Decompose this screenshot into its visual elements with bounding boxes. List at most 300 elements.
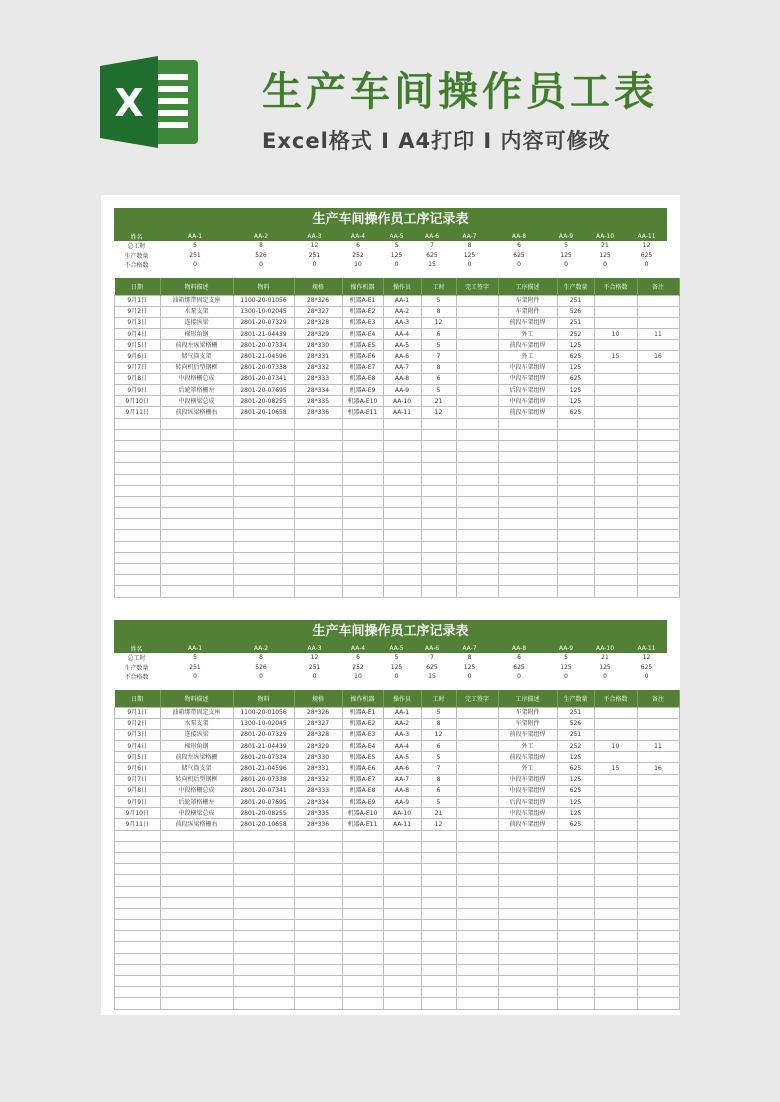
summary-cell[interactable]: 7: [430, 654, 434, 662]
table-cell[interactable]: [637, 418, 679, 429]
table-cell[interactable]: [594, 575, 637, 586]
table-cell[interactable]: AA-1: [383, 295, 421, 306]
table-cell[interactable]: [594, 953, 637, 964]
table-cell[interactable]: [342, 575, 383, 586]
table-cell[interactable]: [594, 317, 637, 328]
summary-cell[interactable]: 12: [310, 242, 319, 250]
table-cell[interactable]: 中段横梁总成: [160, 396, 233, 407]
table-cell[interactable]: [456, 774, 498, 785]
table-cell[interactable]: [594, 564, 637, 575]
table-cell[interactable]: [233, 519, 294, 530]
table-cell[interactable]: 28*328: [294, 729, 342, 740]
table-cell[interactable]: 2801-21-04439: [233, 329, 294, 340]
table-cell[interactable]: 2801-20-07341: [233, 373, 294, 384]
summary-cell[interactable]: 0: [394, 261, 399, 269]
table-cell[interactable]: [115, 987, 161, 998]
table-cell[interactable]: [342, 976, 383, 987]
table-cell[interactable]: [421, 897, 456, 908]
table-cell[interactable]: 机器A-E8: [342, 373, 383, 384]
table-cell[interactable]: [498, 841, 557, 852]
table-cell[interactable]: [594, 707, 637, 718]
table-cell[interactable]: [233, 485, 294, 496]
table-cell[interactable]: [233, 474, 294, 485]
table-cell[interactable]: [594, 362, 637, 373]
table-cell[interactable]: [594, 819, 637, 830]
table-cell[interactable]: [115, 418, 161, 429]
summary-cell[interactable]: 不合格数: [124, 674, 149, 682]
table-cell[interactable]: [637, 317, 679, 328]
table-cell[interactable]: [342, 552, 383, 563]
table-cell[interactable]: [637, 852, 679, 863]
summary-cell[interactable]: 125: [463, 663, 476, 671]
table-cell[interactable]: 28*327: [294, 718, 342, 729]
summary-cell[interactable]: 21: [601, 654, 609, 662]
table-cell[interactable]: 28*336: [294, 407, 342, 418]
table-cell[interactable]: 2801-20-07334: [233, 752, 294, 763]
table-cell[interactable]: [557, 440, 594, 451]
table-cell[interactable]: [294, 830, 342, 841]
table-cell[interactable]: [498, 875, 557, 886]
table-cell[interactable]: [637, 942, 679, 953]
table-cell[interactable]: [233, 586, 294, 597]
table-cell[interactable]: [383, 530, 421, 541]
table-cell[interactable]: 12: [421, 317, 456, 328]
summary-cell[interactable]: 0: [259, 261, 263, 269]
table-cell[interactable]: AA-6: [383, 763, 421, 774]
table-cell[interactable]: [233, 852, 294, 863]
table-cell[interactable]: [594, 718, 637, 729]
table-cell[interactable]: [594, 586, 637, 597]
table-cell[interactable]: [342, 485, 383, 496]
summary-cell[interactable]: 6: [356, 242, 360, 250]
table-cell[interactable]: [421, 953, 456, 964]
table-cell[interactable]: [637, 485, 679, 496]
table-cell[interactable]: AA-8: [383, 785, 421, 796]
table-cell[interactable]: [342, 920, 383, 931]
table-cell[interactable]: [456, 763, 498, 774]
table-cell[interactable]: [383, 864, 421, 875]
table-cell[interactable]: AA-9: [383, 385, 421, 396]
table-cell[interactable]: [456, 931, 498, 942]
table-cell[interactable]: [233, 530, 294, 541]
table-cell[interactable]: [557, 920, 594, 931]
table-cell[interactable]: [160, 976, 233, 987]
table-cell[interactable]: [498, 485, 557, 496]
table-cell[interactable]: 中段车架组焊: [498, 373, 557, 384]
summary-cell[interactable]: 625: [640, 251, 653, 259]
table-cell[interactable]: 5: [421, 707, 456, 718]
table-cell[interactable]: [456, 729, 498, 740]
table-cell[interactable]: [456, 452, 498, 463]
table-cell[interactable]: [342, 987, 383, 998]
table-cell[interactable]: AA-9: [383, 797, 421, 808]
table-cell[interactable]: [115, 864, 161, 875]
table-cell[interactable]: 2801-20-08255: [233, 808, 294, 819]
summary-cell[interactable]: 0: [603, 673, 607, 681]
table-cell[interactable]: [637, 440, 679, 451]
table-cell[interactable]: [498, 463, 557, 474]
table-cell[interactable]: [637, 875, 679, 886]
table-cell[interactable]: 车架附件: [498, 306, 557, 317]
table-cell[interactable]: [456, 575, 498, 586]
table-cell[interactable]: [115, 564, 161, 575]
table-cell[interactable]: AA-7: [383, 774, 421, 785]
table-cell[interactable]: [383, 875, 421, 886]
table-cell[interactable]: [498, 440, 557, 451]
table-cell[interactable]: [294, 920, 342, 931]
table-cell[interactable]: 251: [557, 729, 594, 740]
table-cell[interactable]: [594, 920, 637, 931]
summary-cell[interactable]: 8: [467, 654, 472, 662]
table-cell[interactable]: 2801-20-07695: [233, 385, 294, 396]
summary-cell[interactable]: 0: [564, 673, 568, 681]
table-cell[interactable]: 机器A-E3: [342, 729, 383, 740]
table-cell[interactable]: [637, 819, 679, 830]
table-cell[interactable]: [456, 998, 498, 1009]
table-cell[interactable]: [383, 908, 421, 919]
table-cell[interactable]: 28*332: [294, 774, 342, 785]
table-cell[interactable]: [383, 920, 421, 931]
table-cell[interactable]: [594, 976, 637, 987]
table-cell[interactable]: 8: [421, 718, 456, 729]
table-cell[interactable]: [456, 864, 498, 875]
table-cell[interactable]: 9月10日: [115, 808, 161, 819]
table-cell[interactable]: 9月6日: [115, 351, 161, 362]
table-cell[interactable]: [294, 987, 342, 998]
table-cell[interactable]: [557, 508, 594, 519]
table-cell[interactable]: 28*326: [294, 707, 342, 718]
table-cell[interactable]: [115, 852, 161, 863]
table-cell[interactable]: [456, 953, 498, 964]
summary-cell[interactable]: 15: [428, 261, 436, 269]
table-cell[interactable]: AA-3: [383, 317, 421, 328]
summary-cell[interactable]: 125: [560, 251, 572, 259]
table-cell[interactable]: 后轮罩格栅左: [160, 385, 233, 396]
table-cell[interactable]: AA-10: [383, 396, 421, 407]
table-cell[interactable]: AA-11: [383, 407, 421, 418]
table-cell[interactable]: 28*330: [294, 340, 342, 351]
summary-cell[interactable]: 12: [310, 654, 319, 662]
table-cell[interactable]: [233, 452, 294, 463]
table-cell[interactable]: 5: [421, 295, 456, 306]
table-cell[interactable]: 2801-20-10658: [233, 819, 294, 830]
summary-cell[interactable]: 125: [599, 251, 611, 259]
table-cell[interactable]: [637, 340, 679, 351]
table-cell[interactable]: 5: [421, 797, 456, 808]
table-cell[interactable]: [421, 586, 456, 597]
table-cell[interactable]: [233, 541, 294, 552]
table-cell[interactable]: 625: [557, 407, 594, 418]
table-cell[interactable]: [383, 942, 421, 953]
table-cell[interactable]: 9月5日: [115, 752, 161, 763]
table-cell[interactable]: [160, 429, 233, 440]
table-cell[interactable]: [456, 485, 498, 496]
table-cell[interactable]: 水泵支架: [160, 306, 233, 317]
table-cell[interactable]: [557, 452, 594, 463]
summary-cell[interactable]: 8: [259, 654, 263, 662]
table-cell[interactable]: 机器A-E11: [342, 407, 383, 418]
summary-cell[interactable]: 8: [259, 242, 263, 250]
summary-cell[interactable]: 6: [517, 242, 521, 250]
table-cell[interactable]: 28*334: [294, 797, 342, 808]
table-cell[interactable]: [421, 987, 456, 998]
summary-cell[interactable]: 5: [394, 654, 399, 662]
table-cell[interactable]: [594, 496, 637, 507]
table-cell[interactable]: [383, 886, 421, 897]
table-cell[interactable]: [160, 530, 233, 541]
table-cell[interactable]: [294, 541, 342, 552]
table-cell[interactable]: [594, 463, 637, 474]
table-cell[interactable]: [557, 852, 594, 863]
table-cell[interactable]: [233, 440, 294, 451]
table-cell[interactable]: 梯形角钢: [160, 329, 233, 340]
table-cell[interactable]: 1100-20-01056: [233, 707, 294, 718]
table-cell[interactable]: 前段纵梁格栅右: [160, 819, 233, 830]
table-cell[interactable]: [115, 841, 161, 852]
table-cell[interactable]: [115, 586, 161, 597]
table-cell[interactable]: [294, 908, 342, 919]
table-cell[interactable]: 10: [594, 741, 637, 752]
summary-cell[interactable]: 0: [517, 673, 521, 681]
table-cell[interactable]: [383, 998, 421, 1009]
table-cell[interactable]: [342, 541, 383, 552]
table-cell[interactable]: 125: [557, 752, 594, 763]
table-cell[interactable]: [383, 485, 421, 496]
table-cell[interactable]: 前段纵梁格栅右: [160, 407, 233, 418]
table-cell[interactable]: [160, 575, 233, 586]
table-cell[interactable]: [294, 429, 342, 440]
summary-cell[interactable]: 6: [356, 654, 360, 662]
table-cell[interactable]: 625: [557, 819, 594, 830]
table-cell[interactable]: [421, 841, 456, 852]
table-cell[interactable]: [294, 864, 342, 875]
table-cell[interactable]: 28*329: [294, 329, 342, 340]
table-cell[interactable]: 526: [557, 718, 594, 729]
table-cell[interactable]: [383, 508, 421, 519]
table-cell[interactable]: [233, 875, 294, 886]
table-cell[interactable]: [594, 785, 637, 796]
table-cell[interactable]: [456, 987, 498, 998]
table-cell[interactable]: [456, 463, 498, 474]
table-cell[interactable]: [421, 440, 456, 451]
table-cell[interactable]: [637, 785, 679, 796]
table-cell[interactable]: [294, 474, 342, 485]
table-cell[interactable]: [294, 418, 342, 429]
table-cell[interactable]: [294, 886, 342, 897]
table-cell[interactable]: [456, 564, 498, 575]
table-cell[interactable]: [115, 463, 161, 474]
table-cell[interactable]: [160, 463, 233, 474]
table-cell[interactable]: 机器A-E4: [342, 741, 383, 752]
table-cell[interactable]: [637, 519, 679, 530]
table-cell[interactable]: [421, 908, 456, 919]
table-cell[interactable]: 125: [557, 385, 594, 396]
table-cell[interactable]: [115, 519, 161, 530]
table-cell[interactable]: [456, 797, 498, 808]
table-cell[interactable]: 储气筒支架: [160, 763, 233, 774]
table-cell[interactable]: 15: [594, 351, 637, 362]
table-cell[interactable]: 6: [421, 329, 456, 340]
table-cell[interactable]: [342, 897, 383, 908]
table-cell[interactable]: [115, 897, 161, 908]
table-cell[interactable]: [233, 908, 294, 919]
table-cell[interactable]: [160, 998, 233, 1009]
table-cell[interactable]: [557, 931, 594, 942]
table-cell[interactable]: 28*331: [294, 763, 342, 774]
table-cell[interactable]: 625: [557, 763, 594, 774]
table-cell[interactable]: [498, 830, 557, 841]
table-cell[interactable]: 9月2日: [115, 718, 161, 729]
table-cell[interactable]: [160, 552, 233, 563]
table-cell[interactable]: 12: [421, 729, 456, 740]
table-cell[interactable]: [594, 306, 637, 317]
table-cell[interactable]: [115, 452, 161, 463]
table-cell[interactable]: [637, 295, 679, 306]
table-cell[interactable]: 9月9日: [115, 797, 161, 808]
table-cell[interactable]: AA-2: [383, 718, 421, 729]
table-cell[interactable]: [294, 508, 342, 519]
table-cell[interactable]: [498, 908, 557, 919]
table-cell[interactable]: [160, 953, 233, 964]
table-cell[interactable]: [115, 998, 161, 1009]
table-cell[interactable]: [456, 418, 498, 429]
table-cell[interactable]: [498, 976, 557, 987]
table-cell[interactable]: [421, 463, 456, 474]
summary-cell[interactable]: 5: [564, 242, 568, 250]
table-cell[interactable]: [294, 564, 342, 575]
table-cell[interactable]: [498, 530, 557, 541]
table-cell[interactable]: [115, 908, 161, 919]
table-cell[interactable]: [557, 530, 594, 541]
table-cell[interactable]: 251: [557, 317, 594, 328]
table-cell[interactable]: 8: [421, 774, 456, 785]
table-cell[interactable]: 1100-20-01056: [233, 295, 294, 306]
table-cell[interactable]: [557, 496, 594, 507]
summary-cell[interactable]: 7: [430, 242, 434, 250]
summary-cell[interactable]: 125: [390, 663, 403, 671]
table-cell[interactable]: [342, 586, 383, 597]
table-cell[interactable]: 625: [557, 373, 594, 384]
table-cell[interactable]: [421, 575, 456, 586]
table-cell[interactable]: [637, 396, 679, 407]
table-cell[interactable]: 28*332: [294, 362, 342, 373]
table-cell[interactable]: [594, 340, 637, 351]
table-cell[interactable]: [115, 942, 161, 953]
table-cell[interactable]: 9月5日: [115, 340, 161, 351]
table-cell[interactable]: 11: [637, 329, 679, 340]
table-cell[interactable]: [456, 407, 498, 418]
table-cell[interactable]: [160, 830, 233, 841]
table-cell[interactable]: 6: [421, 741, 456, 752]
table-cell[interactable]: [421, 519, 456, 530]
table-cell[interactable]: [637, 564, 679, 575]
table-cell[interactable]: [594, 407, 637, 418]
table-cell[interactable]: [421, 508, 456, 519]
table-cell[interactable]: 9月1日: [115, 707, 161, 718]
table-cell[interactable]: [557, 586, 594, 597]
summary-cell[interactable]: 0: [312, 261, 317, 269]
table-cell[interactable]: [594, 998, 637, 1009]
table-cell[interactable]: [637, 830, 679, 841]
table-cell[interactable]: 9月8日: [115, 373, 161, 384]
summary-cell[interactable]: 0: [259, 673, 263, 681]
table-cell[interactable]: [383, 897, 421, 908]
table-cell[interactable]: [594, 485, 637, 496]
table-cell[interactable]: 车架附件: [498, 718, 557, 729]
table-cell[interactable]: 1300-10-02045: [233, 306, 294, 317]
table-cell[interactable]: [594, 886, 637, 897]
table-cell[interactable]: [637, 586, 679, 597]
table-cell[interactable]: AA-5: [383, 340, 421, 351]
table-cell[interactable]: 机器A-E4: [342, 329, 383, 340]
table-cell[interactable]: 6: [421, 373, 456, 384]
table-cell[interactable]: [637, 797, 679, 808]
table-cell[interactable]: [421, 429, 456, 440]
table-cell[interactable]: [160, 586, 233, 597]
table-cell[interactable]: [594, 841, 637, 852]
table-cell[interactable]: 车架附件: [498, 295, 557, 306]
table-cell[interactable]: [456, 329, 498, 340]
table-cell[interactable]: 21: [421, 396, 456, 407]
table-cell[interactable]: [594, 931, 637, 942]
table-cell[interactable]: [456, 875, 498, 886]
table-cell[interactable]: [637, 920, 679, 931]
summary-cell[interactable]: 0: [193, 261, 197, 269]
table-cell[interactable]: [342, 886, 383, 897]
table-cell[interactable]: 11: [637, 741, 679, 752]
table-cell[interactable]: 251: [557, 707, 594, 718]
table-cell[interactable]: [342, 931, 383, 942]
table-cell[interactable]: [421, 530, 456, 541]
table-cell[interactable]: [421, 998, 456, 1009]
summary-cell[interactable]: 251: [308, 251, 321, 259]
table-cell[interactable]: 连接纵梁: [160, 729, 233, 740]
table-cell[interactable]: [498, 920, 557, 931]
table-cell[interactable]: [637, 306, 679, 317]
table-cell[interactable]: [456, 718, 498, 729]
table-cell[interactable]: 油箱绑带固定支座: [160, 707, 233, 718]
table-cell[interactable]: [557, 485, 594, 496]
table-cell[interactable]: 转向机后型钢框: [160, 774, 233, 785]
summary-cell[interactable]: 10: [354, 673, 362, 681]
table-cell[interactable]: [594, 987, 637, 998]
table-cell[interactable]: [233, 429, 294, 440]
table-cell[interactable]: [233, 830, 294, 841]
table-cell[interactable]: [233, 987, 294, 998]
table-cell[interactable]: [383, 496, 421, 507]
table-cell[interactable]: [233, 897, 294, 908]
table-cell[interactable]: [637, 964, 679, 975]
table-cell[interactable]: 2801-21-04596: [233, 763, 294, 774]
table-cell[interactable]: [557, 841, 594, 852]
table-cell[interactable]: 15: [594, 763, 637, 774]
table-cell[interactable]: [342, 496, 383, 507]
table-cell[interactable]: 8: [421, 306, 456, 317]
table-cell[interactable]: [456, 295, 498, 306]
table-cell[interactable]: 6: [421, 785, 456, 796]
summary-cell[interactable]: 251: [189, 663, 201, 671]
table-cell[interactable]: 2801-20-08255: [233, 396, 294, 407]
table-cell[interactable]: [294, 463, 342, 474]
table-cell[interactable]: [498, 897, 557, 908]
table-cell[interactable]: [498, 998, 557, 1009]
table-cell[interactable]: 125: [557, 340, 594, 351]
table-cell[interactable]: [637, 729, 679, 740]
table-cell[interactable]: 2801-21-04596: [233, 351, 294, 362]
table-cell[interactable]: 125: [557, 362, 594, 373]
table-cell[interactable]: [594, 440, 637, 451]
table-cell[interactable]: 28*328: [294, 317, 342, 328]
